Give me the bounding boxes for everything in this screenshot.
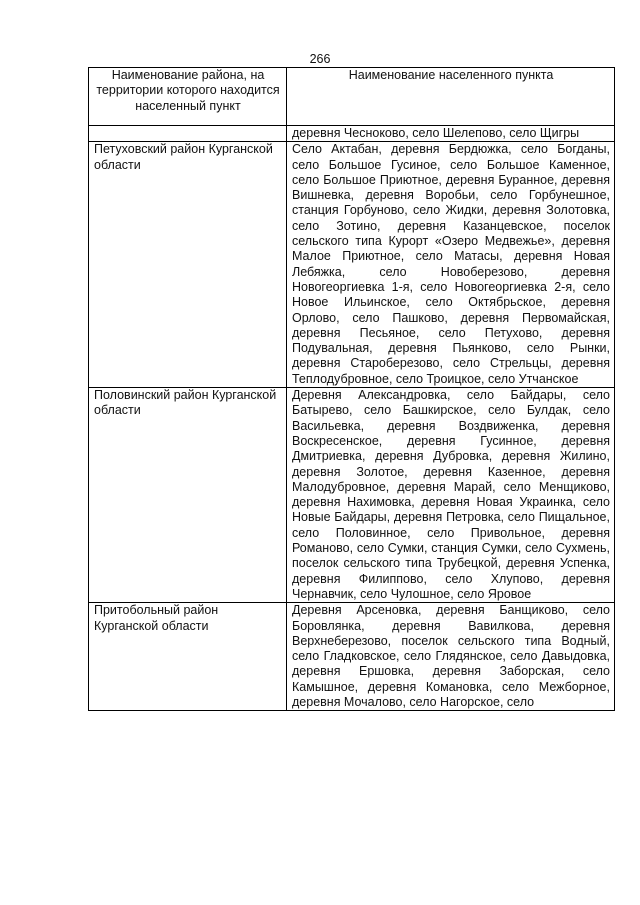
table-header-row (89, 68, 615, 126)
settlements-cell: Деревня Арсеновка, деревня Банщиково, село Боровлянка, деревня Вавилкова, деревня Верхнеберезово, поселок сельского типа Водный, село Гладковское, село Глядянское, село Давыдовка, деревня Ершовка, деревня Заборская, село Камышное, деревня Комановка, село Межборное, деревня Мочалово, село Нагорское, село (287, 603, 615, 711)
page-number: 266 (309, 52, 331, 66)
header-district: Наименование района, на территории которого находится населенный пункт (89, 68, 287, 126)
district-cell (89, 126, 287, 142)
settlements-cell: Деревня Александровка, село Байдары, село Батырево, село Башкирское, село Булдак, село Васильевка, деревня Воздвиженка, деревня Воскресенское, деревня Гусинное, деревня Дмитриевка, деревня Дубровка, деревня Жилино, деревня Золотое, деревня Казенное, деревня Малодубровное, деревня Марай, село Менщиково, деревня Нахимовка, деревня Новая Украинка, село Новые Байдары, деревня Петровка, село Пищальное, село Половинное, село Привольное, деревня Романово, село Сумки, станция Сумки, село Сухмень, поселок сельского типа Трубецкой, деревня Успенка, деревня Филиппово, село Хлупово, деревня Чернавчик, село Чулошное, село Яровое (287, 388, 615, 603)
table-row (89, 603, 615, 711)
settlements-cell: Село Актабан, деревня Бердюжка, село Богданы, село Большое Гусиное, село Большое Каменное, село Большое Приютное, деревня Буранное, деревня Вишневка, деревня Воробьи, село Горбунешное, станция Горбуново, село Жидки, деревня Золотовка, село Зотино, деревня Казанцевское, поселок сельского типа Курорт «Озеро Медвежье», деревня Малое Приютное, село Матасы, деревня Новая Лебяжка, село Новоберезово, деревня Новогеоргиевка 1-я, село Новогеоргиевка 2-я, село Новое Ильинское, село Октябрьское, деревня Орлово, село Пашково, деревня Первомайская, деревня Песьяное, село Петухово, деревня Подувальная, деревня Пьянково, село Рынки, деревня Староберезово, село Стрельцы, деревня Теплодубровное, село Троицкое, село Утчанское (287, 142, 615, 388)
district-cell: Петуховский район Курганской области (89, 142, 287, 388)
district-cell: Половинский район Курганской области (89, 388, 287, 603)
table-row (89, 388, 615, 603)
table-row (89, 142, 615, 388)
district-cell: Притобольный район Курганской области (89, 603, 287, 711)
header-settlement: Наименование населенного пункта (287, 68, 615, 126)
settlements-table (88, 67, 615, 711)
settlements-cell: деревня Чесноково, село Шелепово, село Щигры (287, 126, 615, 142)
table-row (89, 126, 615, 142)
